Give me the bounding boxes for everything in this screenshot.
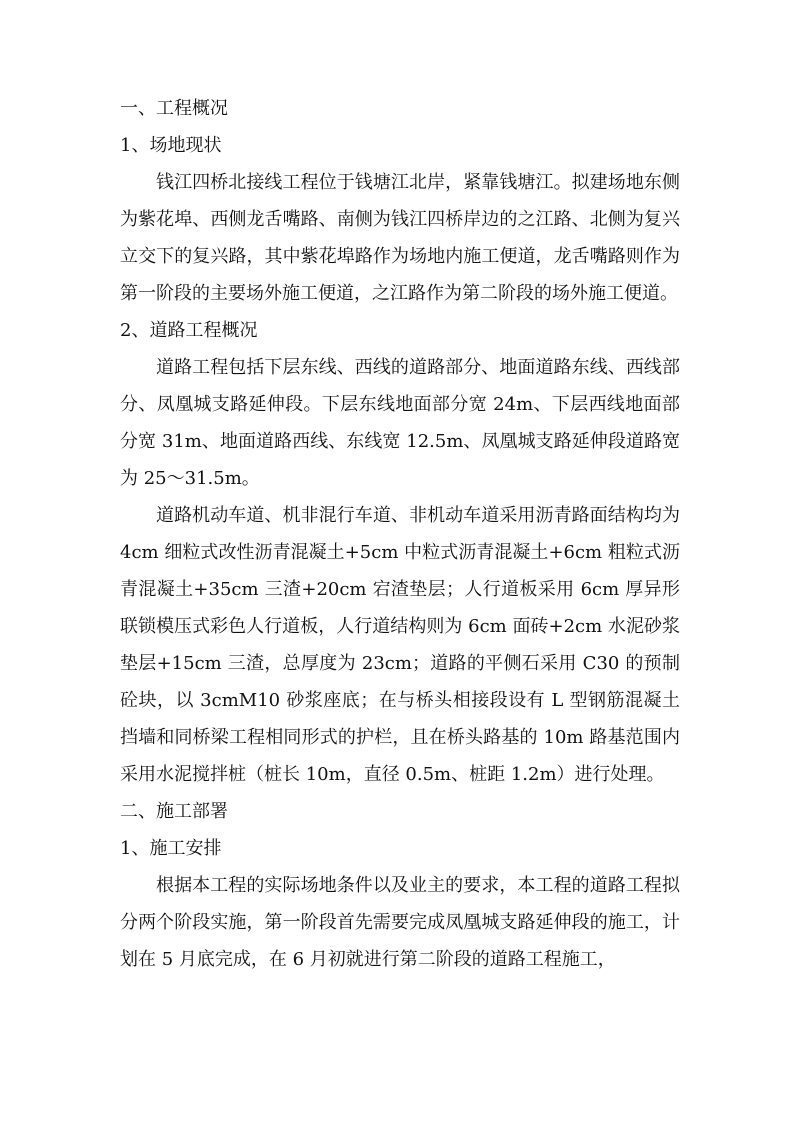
paragraph-road-scope: 道路工程包括下层东线、西线的道路部分、地面道路东线、西线部分、凤凰城支路延伸段。下层东线地面部分宽 24m、下层西线地面部分宽 31m、地面道路西线、东线宽 12.5m、凤凰城支路延伸段道路宽为 25～31.5m。 xyxy=(120,357,680,489)
subsection-heading-road-overview: 2、道路工程概况 xyxy=(120,320,258,341)
paragraph-road-structure: 道路机动车道、机非混行车道、非机动车道采用沥青路面结构均为 4cm 细粒式改性沥青混凝土+5cm 中粒式沥青混凝土+6cm 粗粒式沥青混凝土+35cm 三渣+20cm 宕渣垫层；人行道板采用 6cm 厚异形联锁模压式彩色人行道板，人行道结构则为 6cm 面砖+2cm 水泥砂浆垫层+15cm 三渣，总厚度为 23cm；道路的平侧石采用 C30 的预制砼块，以 3cmM10 砂浆座底；在与桥头相接段设有 L 型钢筋混凝土挡墙和同桥梁工程相同形式的护栏，且在桥头路基的 10m 路基范围内采用水泥搅拌桩（桩长 10m，直径 0.5m、桩距 1.2m）进行处理。 xyxy=(120,505,680,785)
paragraph-site-status: 钱江四桥北接线工程位于钱塘江北岸，紧靠钱塘江。拟建场地东侧为紫花埠、西侧龙舌嘴路、南侧为钱江四桥岸边的之江路、北侧为复兴立交下的复兴路，其中紫花埠路作为场地内施工便道，龙舌嘴路则作为第一阶段的主要场外施工便道，之江路作为第二阶段的场外施工便道。 xyxy=(120,172,680,304)
subsection-heading-site-status: 1、场地现状 xyxy=(120,135,222,156)
document-body xyxy=(120,90,680,978)
section-heading-overview: 一、工程概况 xyxy=(120,98,228,119)
paragraph-arrangement: 根据本工程的实际场地条件以及业主的要求，本工程的道路工程拟分两个阶段实施，第一阶段首先需要完成凤凰城支路延伸段的施工，计划在 5 月底完成，在 6 月初就进行第二阶段的道路工程施工， xyxy=(120,875,680,970)
section-heading-deployment: 二、施工部署 xyxy=(120,801,228,822)
subsection-heading-arrangement: 1、施工安排 xyxy=(120,838,222,859)
